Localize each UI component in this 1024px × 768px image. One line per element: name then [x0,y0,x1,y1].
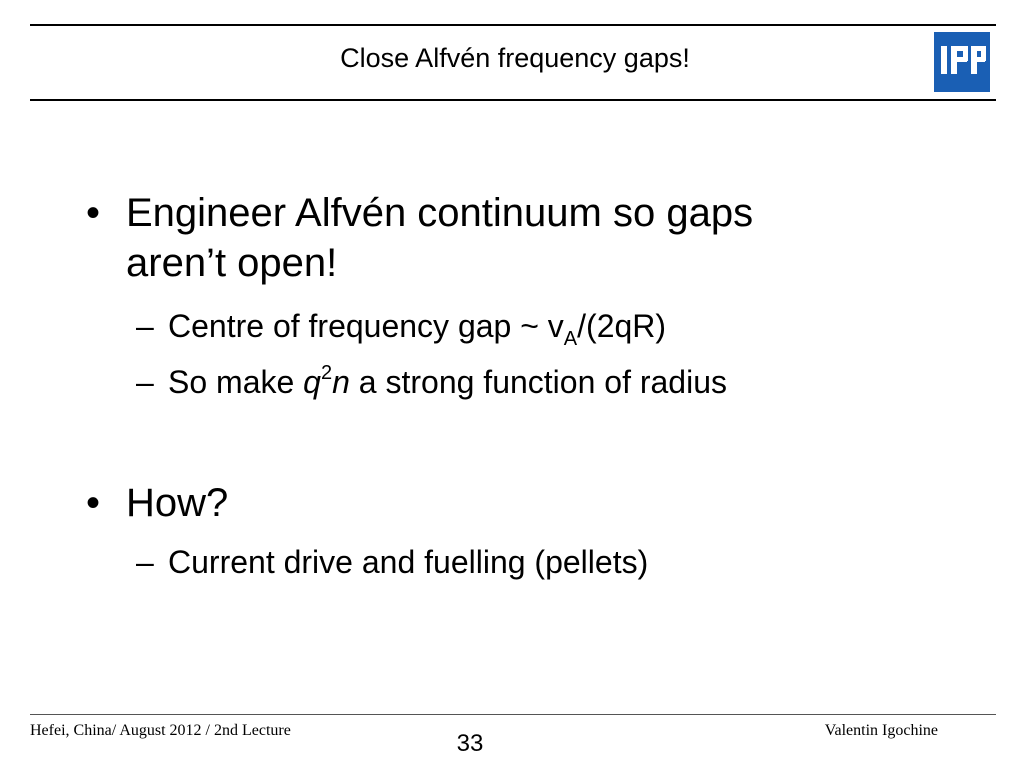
alfven-velocity-subscript: A [563,328,578,350]
footer-event-info: Hefei, China/ August 2012 / 2nd Lecture [30,722,291,739]
sub-bullet-marker: – [136,308,154,344]
variable-n: n [332,364,350,400]
bullet-marker: • [86,481,101,525]
exponent-superscript: 2 [320,362,333,384]
footer-rule [30,714,996,715]
bullet-marker: • [86,191,101,235]
bullet-engineer-continuum [86,188,966,288]
sub-bullet-marker: – [136,544,154,580]
bullet-text-line2: aren’t open! [126,241,338,285]
sub-bullet-text: Centre of frequency gap ~ v [168,308,564,344]
bullet-how [86,478,966,528]
page-number: 33 [456,730,484,757]
variable-q: q [303,364,321,400]
sub-bullet-text: So make [168,364,304,400]
sub-bullet-q2n-radius [136,362,727,402]
sub-bullet-centre-frequency [136,306,667,350]
slide-title: Close Alfvén frequency gaps! [340,43,690,73]
sub-bullet-marker: – [136,364,154,400]
bullet-text-line1: Engineer Alfvén continuum so gaps [126,191,754,235]
sub-bullet-current-drive [136,542,648,582]
sub-bullet-text-after: /(2qR) [577,308,667,344]
sub-bullet-text: Current drive and fuelling (pellets) [168,544,649,580]
bullet-text: How? [126,481,229,525]
sub-bullet-text-after: a strong function of radius [349,364,727,400]
footer-author: Valentin Igochine [824,722,938,739]
